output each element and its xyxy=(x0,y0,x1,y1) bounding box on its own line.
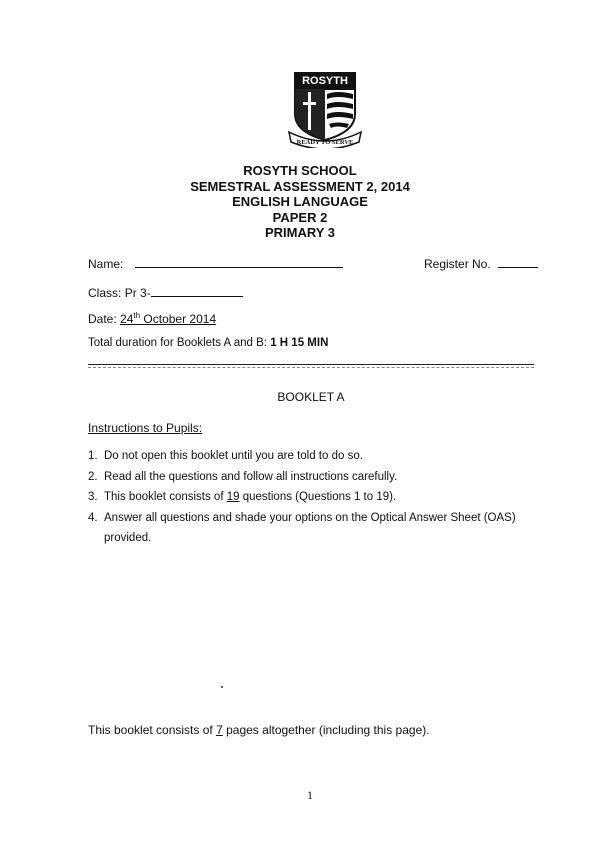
date-month-year: October 2014 xyxy=(143,312,217,326)
instructions-list xyxy=(88,446,548,549)
item-text: Do not open this booklet until you are told to do so. xyxy=(104,450,363,462)
register-blank[interactable] xyxy=(498,256,538,268)
divider-line-dashed xyxy=(88,367,534,368)
list-item xyxy=(88,487,548,508)
booklet-heading: BOOKLET A xyxy=(277,390,345,404)
school-name: ROSYTH SCHOOL xyxy=(243,163,357,178)
date-suffix: th xyxy=(133,311,141,320)
list-item xyxy=(88,467,548,488)
item-text-pre: This booklet consists of xyxy=(104,491,224,503)
instructions-heading: Instructions to Pupils: xyxy=(88,421,203,435)
item-text xyxy=(104,487,548,508)
page-count-pre: This booklet consists of xyxy=(88,723,213,737)
class-value: Pr 3- xyxy=(124,286,151,300)
page-count-number: 7 xyxy=(216,723,223,737)
class-field xyxy=(88,285,243,300)
class-label: Class: xyxy=(88,286,122,300)
item-number: 2. xyxy=(88,470,98,483)
duration-field xyxy=(88,337,328,349)
item-text-post: questions (Questions 1 to 19). xyxy=(242,491,397,503)
title-block xyxy=(0,163,600,241)
list-item xyxy=(88,446,548,467)
item-number: 1. xyxy=(88,450,98,462)
item-number: 4. xyxy=(88,511,98,524)
question-count: 19 xyxy=(226,491,240,503)
duration-value: 1 H 15 MIN xyxy=(270,337,329,349)
register-field xyxy=(424,256,538,271)
level-title: PRIMARY 3 xyxy=(264,225,336,240)
page-number: 1 xyxy=(307,788,313,802)
page-count-note xyxy=(88,723,430,737)
date-label: Date: xyxy=(88,312,117,326)
duration-label: Total duration for Booklets A and B: xyxy=(88,337,268,349)
subject-title: ENGLISH LANGUAGE xyxy=(232,194,368,209)
item-number: 3. xyxy=(88,491,98,503)
date-day: 24 xyxy=(120,312,134,326)
item-text: Read all the questions and follow all instructions carefully. xyxy=(104,470,398,483)
date-field xyxy=(88,311,216,326)
svg-text:ROSYTH: ROSYTH xyxy=(302,75,348,87)
school-crest-logo xyxy=(285,70,365,148)
date-value xyxy=(120,312,216,326)
stray-dot xyxy=(221,686,223,688)
svg-text:READY TO SERVE: READY TO SERVE xyxy=(296,139,354,146)
paper-title: PAPER 2 xyxy=(272,209,328,225)
divider-line xyxy=(88,364,534,365)
register-label: Register No. xyxy=(424,257,491,271)
name-label: Name: xyxy=(88,257,124,271)
assessment-title: SEMESTRAL ASSESSMENT 2, 2014 xyxy=(190,178,410,194)
page-count-post: pages altogether (including this page). xyxy=(226,723,430,737)
item-text: Answer all questions and shade your options on the Optical Answer Sheet (OAS) provided. xyxy=(104,511,516,544)
name-field xyxy=(88,256,343,271)
list-item xyxy=(88,508,548,549)
class-blank[interactable] xyxy=(151,285,243,297)
name-blank[interactable] xyxy=(135,256,343,268)
